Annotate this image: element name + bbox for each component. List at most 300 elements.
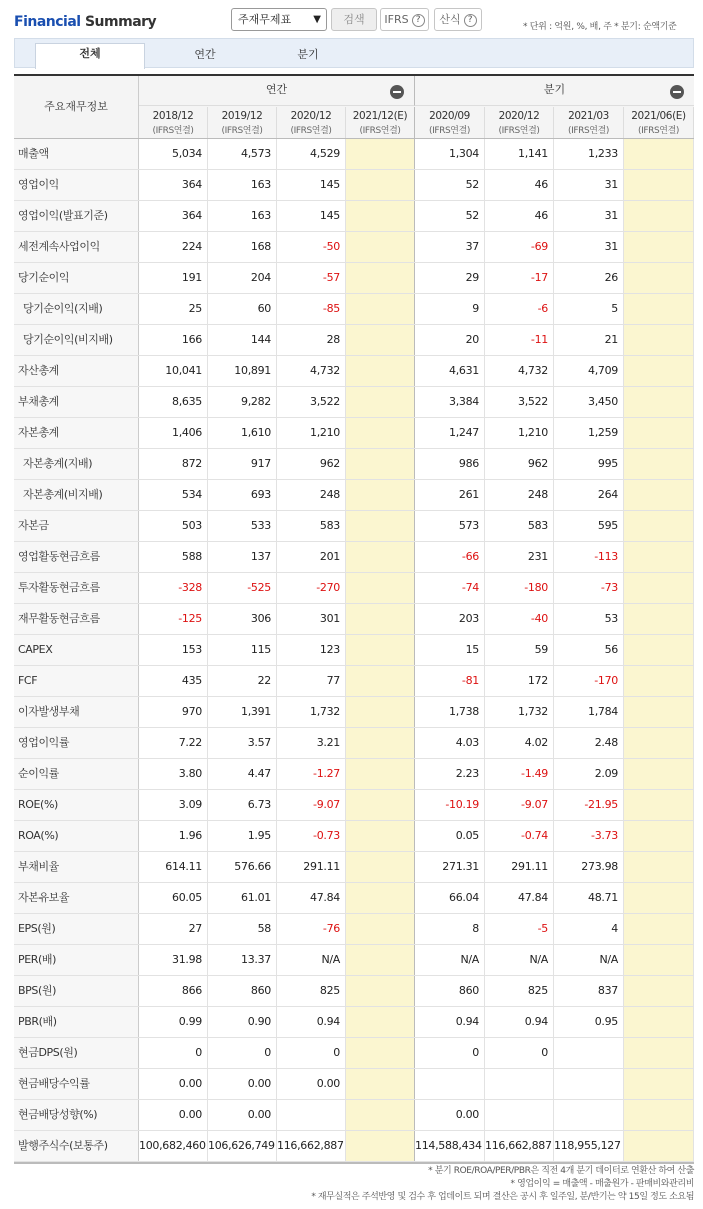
table-row — [14, 387, 694, 418]
table-cell: 917 — [208, 449, 277, 479]
period-label: 2021/03 — [568, 110, 609, 122]
row-label: 투자활동현금흐름 — [14, 573, 139, 603]
table-cell — [346, 139, 415, 169]
table-cell: 31 — [554, 201, 624, 231]
table-cell: 970 — [139, 697, 208, 727]
table-cell: 4,732 — [485, 356, 554, 386]
table-cell: -125 — [139, 604, 208, 634]
table-cell — [624, 263, 694, 293]
table-cell: 123 — [277, 635, 346, 665]
table-cell: -113 — [554, 542, 624, 572]
table-cell: 4.02 — [485, 728, 554, 758]
table-cell: 8 — [415, 914, 485, 944]
table-cell: -0.74 — [485, 821, 554, 851]
table-cell: 273.98 — [554, 852, 624, 882]
table-cell: 0.94 — [485, 1007, 554, 1037]
table-cell: 825 — [277, 976, 346, 1006]
table-cell: 144 — [208, 325, 277, 355]
table-row — [14, 542, 694, 573]
table-cell: 3,450 — [554, 387, 624, 417]
table-cell: 47.84 — [277, 883, 346, 913]
period-header — [346, 107, 415, 138]
table-row — [14, 914, 694, 945]
row-label: 자본유보율 — [14, 883, 139, 913]
row-label: ROE(%) — [14, 790, 139, 820]
table-row — [14, 1069, 694, 1100]
table-row — [14, 604, 694, 635]
table-cell: 4,573 — [208, 139, 277, 169]
table-cell: 26 — [554, 263, 624, 293]
table-cell: 10,891 — [208, 356, 277, 386]
row-label: 현금DPS(원) — [14, 1038, 139, 1068]
table-cell: 0 — [415, 1038, 485, 1068]
table-cell: 21 — [554, 325, 624, 355]
table-cell: -3.73 — [554, 821, 624, 851]
table-cell: 0.00 — [139, 1069, 208, 1099]
table-cell — [277, 1100, 346, 1130]
search-button[interactable]: 검색 — [331, 8, 377, 31]
table-cell: 1,732 — [485, 697, 554, 727]
table-cell: 5,034 — [139, 139, 208, 169]
annual-group-label: 연간 — [265, 83, 288, 96]
row-label: 부채총계 — [14, 387, 139, 417]
table-cell: 0.00 — [208, 1069, 277, 1099]
table-row — [14, 976, 694, 1007]
table-cell: 1,784 — [554, 697, 624, 727]
table-cell: 37 — [415, 232, 485, 262]
table-cell — [346, 356, 415, 386]
table-cell: 1,259 — [554, 418, 624, 448]
row-label: 당기순이익(지배) — [14, 294, 139, 324]
table-cell: 2.48 — [554, 728, 624, 758]
table-cell: 588 — [139, 542, 208, 572]
quarter-group-header — [415, 76, 694, 106]
period-header — [139, 107, 208, 138]
table-row — [14, 1100, 694, 1131]
table-cell: N/A — [554, 945, 624, 975]
row-label: CAPEX — [14, 635, 139, 665]
table-cell: -76 — [277, 914, 346, 944]
tab-quarter[interactable]: 분기 — [297, 48, 319, 61]
row-label: 영업이익 — [14, 170, 139, 200]
period-basis: (IFRS연결) — [152, 126, 194, 136]
table-cell: 962 — [485, 449, 554, 479]
table-cell — [624, 170, 694, 200]
table-cell: -21.95 — [554, 790, 624, 820]
table-cell: 693 — [208, 480, 277, 510]
period-basis: (IFRS연결) — [359, 126, 401, 136]
period-label: 2018/12 — [152, 110, 194, 122]
table-cell: 0.94 — [277, 1007, 346, 1037]
table-cell: 52 — [415, 201, 485, 231]
table-cell: 1.96 — [139, 821, 208, 851]
report-type-select[interactable] — [231, 8, 327, 31]
footnote: * 분기 ROE/ROA/PER/PBR은 직전 4개 분기 데이터로 연환산 하여 산출 — [428, 1166, 694, 1176]
table-cell: 116,662,887 — [277, 1131, 346, 1161]
table-cell: 962 — [277, 449, 346, 479]
table-row — [14, 356, 694, 387]
table-cell: 291.11 — [485, 852, 554, 882]
table-cell: 3.80 — [139, 759, 208, 789]
table-cell: 986 — [415, 449, 485, 479]
table-cell — [346, 976, 415, 1006]
table-cell: 0.95 — [554, 1007, 624, 1037]
table-cell — [624, 914, 694, 944]
table-cell — [346, 449, 415, 479]
row-label: 현금배당수익률 — [14, 1069, 139, 1099]
row-label: FCF — [14, 666, 139, 696]
period-label: 2021/12(E) — [352, 110, 408, 122]
table-cell — [346, 790, 415, 820]
table-row — [14, 325, 694, 356]
table-cell: 4,631 — [415, 356, 485, 386]
table-row — [14, 697, 694, 728]
table-cell: 47.84 — [485, 883, 554, 913]
row-label: 영업활동현금흐름 — [14, 542, 139, 572]
row-label: 매출액 — [14, 139, 139, 169]
table-cell: 166 — [139, 325, 208, 355]
table-cell: 248 — [277, 480, 346, 510]
table-cell — [346, 480, 415, 510]
quarter-group-label: 분기 — [543, 83, 566, 96]
table-cell: 28 — [277, 325, 346, 355]
table-cell: 1,247 — [415, 418, 485, 448]
table-cell: -1.49 — [485, 759, 554, 789]
table-cell: 866 — [139, 976, 208, 1006]
table-cell: 153 — [139, 635, 208, 665]
table-cell — [346, 635, 415, 665]
table-cell: -270 — [277, 573, 346, 603]
table-row — [14, 139, 694, 170]
period-label: 2020/12 — [498, 110, 540, 122]
table-cell: 364 — [139, 170, 208, 200]
table-cell — [346, 1038, 415, 1068]
table-cell: 0 — [485, 1038, 554, 1068]
row-label: 자본금 — [14, 511, 139, 541]
help-icon: ? — [464, 14, 477, 27]
row-label: 현금배당성향(%) — [14, 1100, 139, 1130]
row-label: 당기순이익 — [14, 263, 139, 293]
table-cell: -11 — [485, 325, 554, 355]
table-cell: 264 — [554, 480, 624, 510]
table-cell — [624, 573, 694, 603]
table-cell: 31 — [554, 170, 624, 200]
period-basis: (IFRS연결) — [567, 126, 609, 136]
table-row — [14, 666, 694, 697]
table-row — [14, 480, 694, 511]
table-cell: 0.00 — [139, 1100, 208, 1130]
table-cell: 503 — [139, 511, 208, 541]
table-cell: 4.47 — [208, 759, 277, 789]
table-cell: 573 — [415, 511, 485, 541]
table-cell: 53 — [554, 604, 624, 634]
table-cell: 4,529 — [277, 139, 346, 169]
table-cell: 1,406 — [139, 418, 208, 448]
table-cell — [624, 852, 694, 882]
period-header — [208, 107, 277, 138]
table-cell: -1.27 — [277, 759, 346, 789]
table-cell: 118,955,127 — [554, 1131, 624, 1161]
table-cell: 2.09 — [554, 759, 624, 789]
table-cell: 0 — [139, 1038, 208, 1068]
table-row — [14, 449, 694, 480]
table-row — [14, 728, 694, 759]
period-basis: (IFRS연결) — [428, 126, 470, 136]
table-cell — [624, 945, 694, 975]
table-cell — [346, 232, 415, 262]
table-cell: 1,391 — [208, 697, 277, 727]
table-cell: 163 — [208, 170, 277, 200]
table-cell — [346, 759, 415, 789]
ifrs-help-button[interactable] — [380, 8, 429, 31]
period-header — [415, 107, 485, 138]
tab-annual[interactable]: 연간 — [194, 48, 216, 61]
period-tabs — [14, 38, 694, 68]
table-cell: 1,738 — [415, 697, 485, 727]
table-cell: 301 — [277, 604, 346, 634]
table-cell — [624, 387, 694, 417]
table-cell — [624, 480, 694, 510]
table-cell: -9.07 — [485, 790, 554, 820]
table-cell: 261 — [415, 480, 485, 510]
table-cell: 1,141 — [485, 139, 554, 169]
table-cell: 60 — [208, 294, 277, 324]
table-cell: 4,709 — [554, 356, 624, 386]
table-cell: 115 — [208, 635, 277, 665]
row-label: 자본총계(지배) — [14, 449, 139, 479]
table-cell: 9 — [415, 294, 485, 324]
financial-table — [14, 74, 694, 1164]
table-cell: 583 — [485, 511, 554, 541]
row-label: 부채비율 — [14, 852, 139, 882]
table-row — [14, 883, 694, 914]
table-cell: 106,626,749 — [208, 1131, 277, 1161]
row-label: 영업이익(발표기준) — [14, 201, 139, 231]
table-cell — [346, 945, 415, 975]
table-cell — [346, 1069, 415, 1099]
table-cell: 4 — [554, 914, 624, 944]
table-cell — [624, 449, 694, 479]
collapse-quarter-icon[interactable] — [670, 85, 684, 99]
unit-note: * 단위 : 억원, %, 배, 주 * 분기: 순액기준 — [523, 22, 677, 32]
table-cell: 1,732 — [277, 697, 346, 727]
table-cell: 31 — [554, 232, 624, 262]
table-cell — [346, 883, 415, 913]
table-cell — [346, 666, 415, 696]
table-cell: 224 — [139, 232, 208, 262]
footnote: * 재무실적은 주석반영 및 검수 후 업데이트 되며 결산은 공시 후 일주일, 분/반기는 약 15일 정도 소요됨 — [311, 1192, 694, 1202]
table-cell — [624, 976, 694, 1006]
table-cell: 825 — [485, 976, 554, 1006]
table-cell — [346, 418, 415, 448]
table-cell: 533 — [208, 511, 277, 541]
table-cell: 995 — [554, 449, 624, 479]
table-cell — [346, 697, 415, 727]
table-cell: 0.00 — [208, 1100, 277, 1130]
table-cell: 0.00 — [415, 1100, 485, 1130]
table-cell: 291.11 — [277, 852, 346, 882]
table-cell: 172 — [485, 666, 554, 696]
table-cell — [346, 542, 415, 572]
table-cell: 3,522 — [277, 387, 346, 417]
table-cell: 100,682,460 — [139, 1131, 208, 1161]
table-cell — [624, 325, 694, 355]
table-cell: 3.21 — [277, 728, 346, 758]
table-cell — [346, 604, 415, 634]
table-cell: 595 — [554, 511, 624, 541]
table-row — [14, 945, 694, 976]
table-cell: 1,210 — [277, 418, 346, 448]
table-cell — [346, 294, 415, 324]
row-label: ROA(%) — [14, 821, 139, 851]
table-cell: 3,522 — [485, 387, 554, 417]
table-cell — [346, 573, 415, 603]
page-title — [14, 14, 156, 30]
table-cell: -69 — [485, 232, 554, 262]
table-cell: -9.07 — [277, 790, 346, 820]
table-cell — [346, 201, 415, 231]
table-cell — [624, 883, 694, 913]
table-cell: 116,662,887 — [485, 1131, 554, 1161]
table-cell — [624, 418, 694, 448]
period-label: 2020/12 — [290, 110, 332, 122]
table-cell — [624, 697, 694, 727]
table-cell: 145 — [277, 170, 346, 200]
table-cell — [624, 1069, 694, 1099]
table-cell: 1,210 — [485, 418, 554, 448]
table-cell — [485, 1069, 554, 1099]
collapse-annual-icon[interactable] — [390, 85, 404, 99]
table-cell: -81 — [415, 666, 485, 696]
table-cell: 1.95 — [208, 821, 277, 851]
table-cell: 61.01 — [208, 883, 277, 913]
table-cell — [624, 1100, 694, 1130]
table-cell: 48.71 — [554, 883, 624, 913]
table-cell: 3.09 — [139, 790, 208, 820]
table-cell: 203 — [415, 604, 485, 634]
table-cell: 7.22 — [139, 728, 208, 758]
table-cell: 248 — [485, 480, 554, 510]
table-cell — [624, 356, 694, 386]
table-cell: 872 — [139, 449, 208, 479]
table-cell: 66.04 — [415, 883, 485, 913]
annual-group-header — [139, 76, 415, 106]
table-cell — [624, 1131, 694, 1161]
formula-help-button[interactable] — [434, 8, 482, 31]
table-cell: 163 — [208, 201, 277, 231]
table-row — [14, 1038, 694, 1069]
table-cell — [624, 1007, 694, 1037]
title-summary: Summary — [84, 14, 157, 30]
table-cell: 583 — [277, 511, 346, 541]
table-row — [14, 232, 694, 263]
table-cell: 3,384 — [415, 387, 485, 417]
table-cell: 22 — [208, 666, 277, 696]
row-label: 영업이익률 — [14, 728, 139, 758]
table-cell: 25 — [139, 294, 208, 324]
table-cell — [624, 1038, 694, 1068]
table-cell — [624, 232, 694, 262]
table-cell: 860 — [415, 976, 485, 1006]
table-cell: 10,041 — [139, 356, 208, 386]
table-cell — [346, 263, 415, 293]
tab-all[interactable]: 전체 — [35, 43, 145, 69]
table-row — [14, 201, 694, 232]
table-cell: -0.73 — [277, 821, 346, 851]
table-cell: 201 — [277, 542, 346, 572]
period-header — [554, 107, 624, 138]
table-cell — [346, 1100, 415, 1130]
table-row — [14, 1131, 694, 1162]
row-label: 재무활동현금흐름 — [14, 604, 139, 634]
table-row — [14, 1007, 694, 1038]
period-basis: (IFRS연결) — [637, 126, 679, 136]
table-cell: 0.00 — [277, 1069, 346, 1099]
footnote: * 영업이익 = 매출액 - 매출원가 - 판매비와관리비 — [510, 1179, 694, 1189]
table-cell: 614.11 — [139, 852, 208, 882]
table-cell — [624, 604, 694, 634]
table-cell: 204 — [208, 263, 277, 293]
row-label: 자본총계(비지배) — [14, 480, 139, 510]
table-row — [14, 511, 694, 542]
period-header — [624, 107, 694, 138]
table-cell — [346, 387, 415, 417]
table-cell: -57 — [277, 263, 346, 293]
table-row — [14, 170, 694, 201]
period-label: 2020/09 — [429, 110, 470, 122]
table-row — [14, 821, 694, 852]
table-cell: 271.31 — [415, 852, 485, 882]
table-cell: 56 — [554, 635, 624, 665]
table-cell: -17 — [485, 263, 554, 293]
table-row — [14, 635, 694, 666]
table-cell — [346, 170, 415, 200]
formula-label: 산식 — [439, 13, 461, 26]
table-cell — [624, 821, 694, 851]
table-cell: 9,282 — [208, 387, 277, 417]
table-row — [14, 852, 694, 883]
table-cell: 0 — [208, 1038, 277, 1068]
table-cell — [554, 1069, 624, 1099]
table-header — [14, 76, 694, 139]
ifrs-label: IFRS — [384, 13, 409, 26]
table-cell: 231 — [485, 542, 554, 572]
table-cell — [346, 728, 415, 758]
table-cell: 534 — [139, 480, 208, 510]
table-cell — [485, 1100, 554, 1130]
table-cell: N/A — [485, 945, 554, 975]
period-basis: (IFRS연결) — [498, 126, 540, 136]
table-cell — [624, 759, 694, 789]
table-cell: 837 — [554, 976, 624, 1006]
title-financial: Financial — [14, 14, 81, 30]
table-cell: 1,304 — [415, 139, 485, 169]
table-cell — [624, 728, 694, 758]
period-basis: (IFRS연결) — [221, 126, 263, 136]
period-label: 2019/12 — [221, 110, 263, 122]
row-label: 당기순이익(비지배) — [14, 325, 139, 355]
table-cell: -5 — [485, 914, 554, 944]
table-cell: 60.05 — [139, 883, 208, 913]
table-cell: -10.19 — [415, 790, 485, 820]
table-cell: 0.99 — [139, 1007, 208, 1037]
table-cell: 4,732 — [277, 356, 346, 386]
table-cell: 4.03 — [415, 728, 485, 758]
table-cell: 59 — [485, 635, 554, 665]
table-cell: -74 — [415, 573, 485, 603]
table-cell: 0 — [277, 1038, 346, 1068]
table-cell: -85 — [277, 294, 346, 324]
